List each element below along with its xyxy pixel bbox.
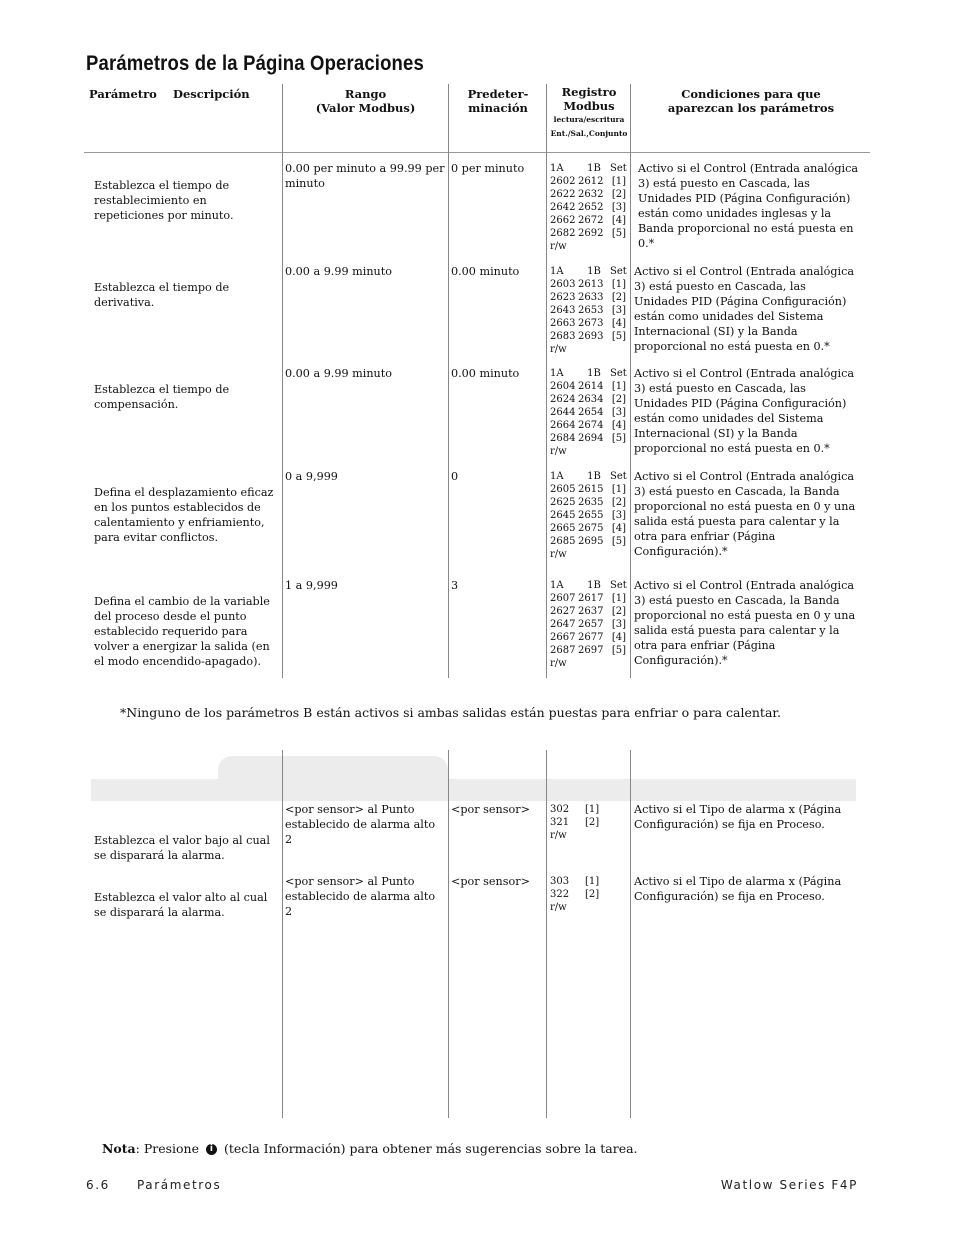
modbus-set: [4]	[611, 215, 626, 226]
modbus-value: 2637	[578, 606, 604, 617]
modbus-rw-label: r/w	[550, 344, 567, 355]
modbus-value: 2664	[550, 420, 576, 431]
header-predet-line1: Predeter-	[467, 87, 529, 101]
modbus-value: 2654	[578, 407, 604, 418]
modbus-row	[550, 535, 626, 548]
modbus-rw-label: r/w	[550, 658, 567, 669]
alarm-row-default: <por sensor>	[451, 803, 530, 816]
header-rango-line2: (Valor Modbus)	[315, 101, 416, 115]
header-registro	[547, 85, 631, 141]
modbus-set: [1]	[585, 804, 600, 815]
modbus-value: 2687	[550, 645, 576, 656]
modbus-value: 2612	[578, 176, 604, 187]
modbus-row	[550, 330, 626, 343]
nota-text-after: (tecla Información) para obtener más sugerencias sobre la tarea.	[219, 1141, 638, 1156]
modbus-value: 302	[550, 804, 570, 815]
modbus-rw	[550, 240, 626, 253]
modbus-value: 2684	[550, 433, 576, 444]
row-conditions: Activo si el Control (Entrada analógica 3) está puesto en Cascada, la Banda proporcional no está puesta en 0 y una salida está puesta para calentar y la otra para enfriar (Página Configuración).*	[634, 579, 856, 667]
modbus-header-row	[550, 265, 626, 278]
modbus-value: 2662	[550, 215, 576, 226]
modbus-set: [1]	[611, 484, 626, 495]
row-description: Establezca el tiempo de restablecimiento en repeticiones por minuto.	[94, 179, 234, 222]
modbus-row	[550, 888, 599, 901]
column-divider	[630, 750, 631, 1118]
modbus-value: 2675	[578, 523, 604, 534]
modbus-header: 1A	[550, 266, 564, 277]
header-predeterminacion	[449, 87, 547, 115]
section-tab	[218, 756, 448, 780]
modbus-row	[550, 393, 626, 406]
modbus-set: [2]	[611, 606, 626, 617]
modbus-set: [4]	[611, 523, 626, 534]
modbus-value: 2667	[550, 632, 576, 643]
modbus-row	[550, 605, 626, 618]
row-modbus	[550, 367, 626, 458]
modbus-value: 2694	[578, 433, 604, 444]
modbus-value: 2613	[578, 279, 604, 290]
alarm-row-description: Establezca el valor bajo al cual se disparará la alarma.	[94, 834, 270, 862]
modbus-row	[550, 496, 626, 509]
header-parametro: Parámetro	[89, 87, 157, 101]
alarm-row-modbus	[550, 803, 599, 842]
modbus-row	[550, 803, 599, 816]
modbus-row	[550, 644, 626, 657]
modbus-set: [2]	[611, 394, 626, 405]
modbus-value: 2673	[578, 318, 604, 329]
modbus-set: [1]	[611, 279, 626, 290]
row-default: 3	[451, 579, 459, 592]
modbus-row	[550, 380, 626, 393]
modbus-set: [5]	[611, 536, 626, 547]
modbus-set: [3]	[611, 305, 626, 316]
row-range: 1 a 9,999	[285, 579, 338, 592]
row-conditions: Activo si el Control (Entrada analógica 3) está puesto en Cascada, la Banda proporcional no está puesta en 0 y una salida está puesta para calentar y la otra para enfriar (Página Configuración).*	[634, 470, 856, 558]
row-modbus	[550, 470, 626, 561]
modbus-row	[550, 509, 626, 522]
modbus-header: 1A	[550, 163, 564, 174]
modbus-set: [4]	[611, 318, 626, 329]
row-default: 0	[451, 470, 459, 483]
modbus-row	[550, 432, 626, 445]
modbus-header: Set	[610, 580, 627, 591]
modbus-value: 2602	[550, 176, 576, 187]
row-description: Establezca el tiempo de compensación.	[94, 383, 230, 411]
header-condiciones-line1: Condiciones para que	[681, 87, 821, 101]
modbus-set: [4]	[611, 632, 626, 643]
modbus-header: 1B	[587, 163, 601, 174]
modbus-row	[550, 483, 626, 496]
modbus-rw-label: r/w	[550, 830, 567, 841]
modbus-header: 1A	[550, 471, 564, 482]
modbus-value: 2683	[550, 331, 576, 342]
column-divider	[546, 750, 547, 1118]
modbus-value: 2633	[578, 292, 604, 303]
column-divider	[448, 750, 449, 1118]
modbus-value: 2615	[578, 484, 604, 495]
alarm-row-conditions: Activo si el Tipo de alarma x (Página Configuración) se fija en Proceso.	[634, 875, 842, 903]
modbus-set: [3]	[611, 202, 626, 213]
alarm-row-description: Establezca el valor alto al cual se disparará la alarma.	[94, 891, 268, 919]
modbus-value: 2697	[578, 645, 604, 656]
footer-left: 6.6 Parámetros	[86, 1178, 222, 1192]
modbus-rw	[550, 445, 626, 458]
modbus-set: [2]	[611, 292, 626, 303]
modbus-value: 2682	[550, 228, 576, 239]
row-conditions: Activo si el Control (Entrada analógica 3) está puesto en Cascada, las Unidades PID (Página Configuración) están como unidades del Sistema Internacional (SI) y la Banda proporcional no está puesta en 0.*	[634, 367, 855, 455]
modbus-rw-label: r/w	[550, 549, 567, 560]
modbus-value: 2614	[578, 381, 604, 392]
modbus-value: 2624	[550, 394, 576, 405]
modbus-value: 2605	[550, 484, 576, 495]
modbus-set: [2]	[611, 189, 626, 200]
column-divider	[630, 84, 631, 678]
header-registro-line3: lectura/escritura	[553, 115, 625, 124]
modbus-value: 2603	[550, 279, 576, 290]
modbus-row	[550, 631, 626, 644]
modbus-value: 2643	[550, 305, 576, 316]
modbus-set: [5]	[611, 331, 626, 342]
modbus-value: 2695	[578, 536, 604, 547]
modbus-row	[550, 816, 599, 829]
modbus-set: [5]	[611, 645, 626, 656]
alarm-row-default: <por sensor>	[451, 875, 530, 888]
modbus-rw-label: r/w	[550, 902, 567, 913]
modbus-row	[550, 875, 599, 888]
modbus-value: 2627	[550, 606, 576, 617]
nota-text-before: : Presione	[135, 1141, 203, 1156]
row-range: 0.00 a 9.99 minuto	[285, 367, 392, 380]
footnote: *Ninguno de los parámetros B están activos si ambas salidas están puestas para enfriar o para calentar.	[120, 705, 781, 720]
modbus-value: 2652	[578, 202, 604, 213]
modbus-row	[550, 291, 626, 304]
modbus-value: 2647	[550, 619, 576, 630]
modbus-row	[550, 592, 626, 605]
page-title: Parámetros de la Página Operaciones	[86, 52, 424, 75]
modbus-value: 321	[550, 817, 570, 828]
header-registro-line4: Ent./Sal.,Conjunto	[550, 129, 628, 138]
modbus-set: [5]	[611, 433, 626, 444]
modbus-value: 2607	[550, 593, 576, 604]
header-descripcion: Descripción	[173, 87, 250, 101]
modbus-set: [2]	[611, 497, 626, 508]
modbus-header: Set	[610, 471, 627, 482]
modbus-value: 322	[550, 889, 570, 900]
modbus-header-row	[550, 579, 626, 592]
modbus-rw	[550, 548, 626, 561]
modbus-rw	[550, 343, 626, 356]
modbus-value: 2672	[578, 215, 604, 226]
modbus-rw-label: r/w	[550, 446, 567, 457]
modbus-rw	[550, 657, 626, 670]
modbus-row	[550, 227, 626, 240]
row-range: 0.00 a 9.99 minuto	[285, 265, 392, 278]
row-modbus	[550, 162, 626, 253]
modbus-value: 2617	[578, 593, 604, 604]
modbus-header-row	[550, 470, 626, 483]
header-condiciones	[631, 87, 871, 115]
row-conditions: Activo si el Control (Entrada analógica 3) está puesto en Cascada, las Unidades PID (Página Configuración) están como unidades inglesas y la Banda proporcional no está puesta en 0.*	[638, 162, 859, 250]
modbus-header: Set	[610, 368, 627, 379]
modbus-value: 2677	[578, 632, 604, 643]
modbus-value: 2625	[550, 497, 576, 508]
modbus-set: [1]	[611, 381, 626, 392]
modbus-value: 2644	[550, 407, 576, 418]
column-divider	[282, 750, 283, 1118]
info-icon: i	[206, 1144, 217, 1155]
modbus-value: 2663	[550, 318, 576, 329]
column-divider	[448, 84, 449, 678]
modbus-set: [3]	[611, 407, 626, 418]
nota-label: Nota	[102, 1141, 136, 1156]
header-registro-line1: Registro	[561, 85, 617, 99]
modbus-header: Set	[610, 163, 627, 174]
modbus-value: 2665	[550, 523, 576, 534]
modbus-value: 2622	[550, 189, 576, 200]
modbus-header: 1B	[587, 471, 601, 482]
section-band	[91, 779, 856, 801]
modbus-value: 2655	[578, 510, 604, 521]
modbus-value: 2645	[550, 510, 576, 521]
modbus-value: 2692	[578, 228, 604, 239]
row-description: Defina el cambio de la variable del proceso desde el punto establecido requerido para volver a energizar la salida (en el modo encendido-apagado).	[94, 595, 270, 668]
modbus-value: 2623	[550, 292, 576, 303]
modbus-rw-label: r/w	[550, 241, 567, 252]
modbus-set: [1]	[611, 593, 626, 604]
row-range: 0 a 9,999	[285, 470, 338, 483]
modbus-row	[550, 618, 626, 631]
modbus-value: 303	[550, 876, 570, 887]
modbus-value: 2693	[578, 331, 604, 342]
modbus-header: Set	[610, 266, 627, 277]
modbus-header: 1A	[550, 580, 564, 591]
modbus-set: [1]	[611, 176, 626, 187]
modbus-row	[550, 317, 626, 330]
modbus-set: [2]	[585, 817, 600, 828]
modbus-rw	[550, 901, 599, 914]
modbus-set: [3]	[611, 619, 626, 630]
modbus-set: [4]	[611, 420, 626, 431]
modbus-row	[550, 522, 626, 535]
modbus-value: 2642	[550, 202, 576, 213]
row-description: Defina el desplazamiento eficaz en los puntos establecidos de calentamiento y enfriamiento, para evitar conflictos.	[94, 486, 274, 544]
modbus-row	[550, 278, 626, 291]
modbus-header-row	[550, 162, 626, 175]
modbus-header: 1B	[587, 266, 601, 277]
nota	[102, 1141, 638, 1156]
modbus-row	[550, 406, 626, 419]
alarm-row-range: <por sensor> al Punto establecido de alarma alto 2	[285, 803, 436, 846]
header-condiciones-line2: aparezcan los parámetros	[667, 101, 835, 115]
modbus-row	[550, 201, 626, 214]
modbus-row	[550, 214, 626, 227]
modbus-row	[550, 175, 626, 188]
modbus-value: 2632	[578, 189, 604, 200]
footer-right: Watlow Series F4P	[720, 1178, 858, 1192]
row-range: 0.00 per minuto a 99.99 per minuto	[285, 162, 445, 190]
row-default: 0 per minuto	[451, 162, 525, 175]
modbus-value: 2685	[550, 536, 576, 547]
modbus-value: 2634	[578, 394, 604, 405]
modbus-header: 1B	[587, 368, 601, 379]
modbus-row	[550, 419, 626, 432]
header-rango	[283, 87, 448, 115]
header-registro-line2: Modbus	[563, 99, 615, 113]
alarm-row-modbus	[550, 875, 599, 914]
alarm-row-conditions: Activo si el Tipo de alarma x (Página Configuración) se fija en Proceso.	[634, 803, 842, 831]
modbus-set: [2]	[585, 889, 600, 900]
alarm-row-range: <por sensor> al Punto establecido de alarma alto 2	[285, 875, 436, 918]
modbus-header: 1A	[550, 368, 564, 379]
modbus-value: 2653	[578, 305, 604, 316]
modbus-value: 2657	[578, 619, 604, 630]
modbus-set: [1]	[585, 876, 600, 887]
row-conditions: Activo si el Control (Entrada analógica 3) está puesto en Cascada, las Unidades PID (Página Configuración) están como unidades del Sistema Internacional (SI) y la Banda proporcional no está puesta en 0.*	[634, 265, 855, 353]
row-modbus	[550, 579, 626, 670]
modbus-row	[550, 188, 626, 201]
row-default: 0.00 minuto	[451, 265, 520, 278]
header-rango-line1: Rango	[344, 87, 387, 101]
header-predet-line2: minación	[468, 101, 528, 115]
modbus-value: 2604	[550, 381, 576, 392]
modbus-header-row	[550, 367, 626, 380]
modbus-value: 2635	[578, 497, 604, 508]
header-divider	[84, 152, 870, 153]
modbus-value: 2674	[578, 420, 604, 431]
modbus-set: [3]	[611, 510, 626, 521]
modbus-rw	[550, 829, 599, 842]
column-divider	[282, 84, 283, 678]
modbus-row	[550, 304, 626, 317]
modbus-header: 1B	[587, 580, 601, 591]
row-modbus	[550, 265, 626, 356]
column-divider	[546, 84, 547, 678]
row-description: Establezca el tiempo de derivativa.	[94, 281, 230, 309]
row-default: 0.00 minuto	[451, 367, 520, 380]
modbus-set: [5]	[611, 228, 626, 239]
